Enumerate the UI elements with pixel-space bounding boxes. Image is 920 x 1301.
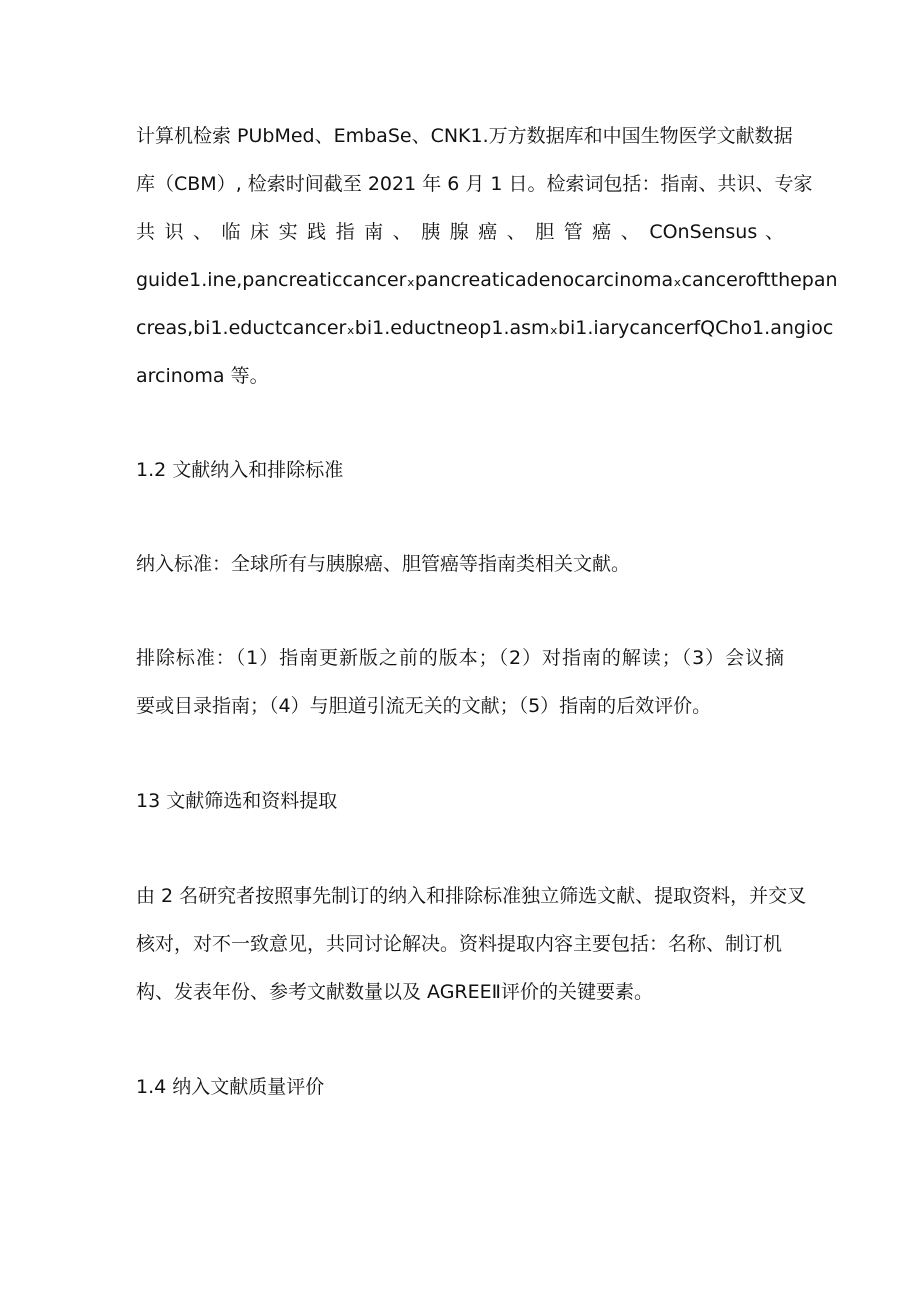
inclusion-criteria: 纳入标准：全球所有与胰腺癌、胆管癌等指南类相关文献。 <box>136 553 631 575</box>
search-paragraph-line-1: 计算机检索 PUbMed、EmbaSe、CNK1.万方数据库和中国生物医学文献数据 <box>136 125 793 147</box>
section-1-4-heading: 1.4 纳入文献质量评价 <box>136 1076 325 1098</box>
search-paragraph-line-2: 库（CBM）, 检索时间截至 2021 年 6 月 1 日。检索词包括：指南、共识、专家 <box>136 173 813 195</box>
screening-paragraph-line-1: 由 2 名研究者按照事先制订的纳入和排除标准独立筛选文献、提取资料，并交叉 <box>136 885 807 907</box>
search-paragraph-line-6: arcinoma 等。 <box>136 365 269 387</box>
screening-paragraph-line-2: 核对，对不一致意见，共同讨论解决。资料提取内容主要包括：名称、制订机 <box>136 933 783 955</box>
search-paragraph-line-3: 共 识 、 临 床 实 践 指 南 、 胰 腺 癌 、 胆 管 癌 、 COnSensus 、 <box>136 221 784 243</box>
search-paragraph-line-4: guide1.ine,pancreaticcancerₓpancreaticadenocarcinomaₓcanceroftthepan <box>136 269 838 291</box>
screening-paragraph-line-3: 构、发表年份、参考文献数量以及 AGREEⅡ评价的关键要素。 <box>136 981 653 1003</box>
section-1-3-heading: 13 文献筛选和资料提取 <box>136 790 338 812</box>
exclusion-criteria-line-2: 要或目录指南；（4）与胆道引流无关的文献；（5）指南的后效评价。 <box>136 695 712 717</box>
search-paragraph-line-5: creas,bi1.eductcancerₓbi1.eductneop1.asmₓbi1.iarycancerfQCho1.angioc <box>136 317 834 339</box>
section-1-2-heading: 1.2 文献纳入和排除标准 <box>136 459 344 481</box>
exclusion-criteria-line-1: 排除标准：（1）指南更新版之前的版本；（2）对指南的解读；（3）会议摘 <box>136 647 784 669</box>
